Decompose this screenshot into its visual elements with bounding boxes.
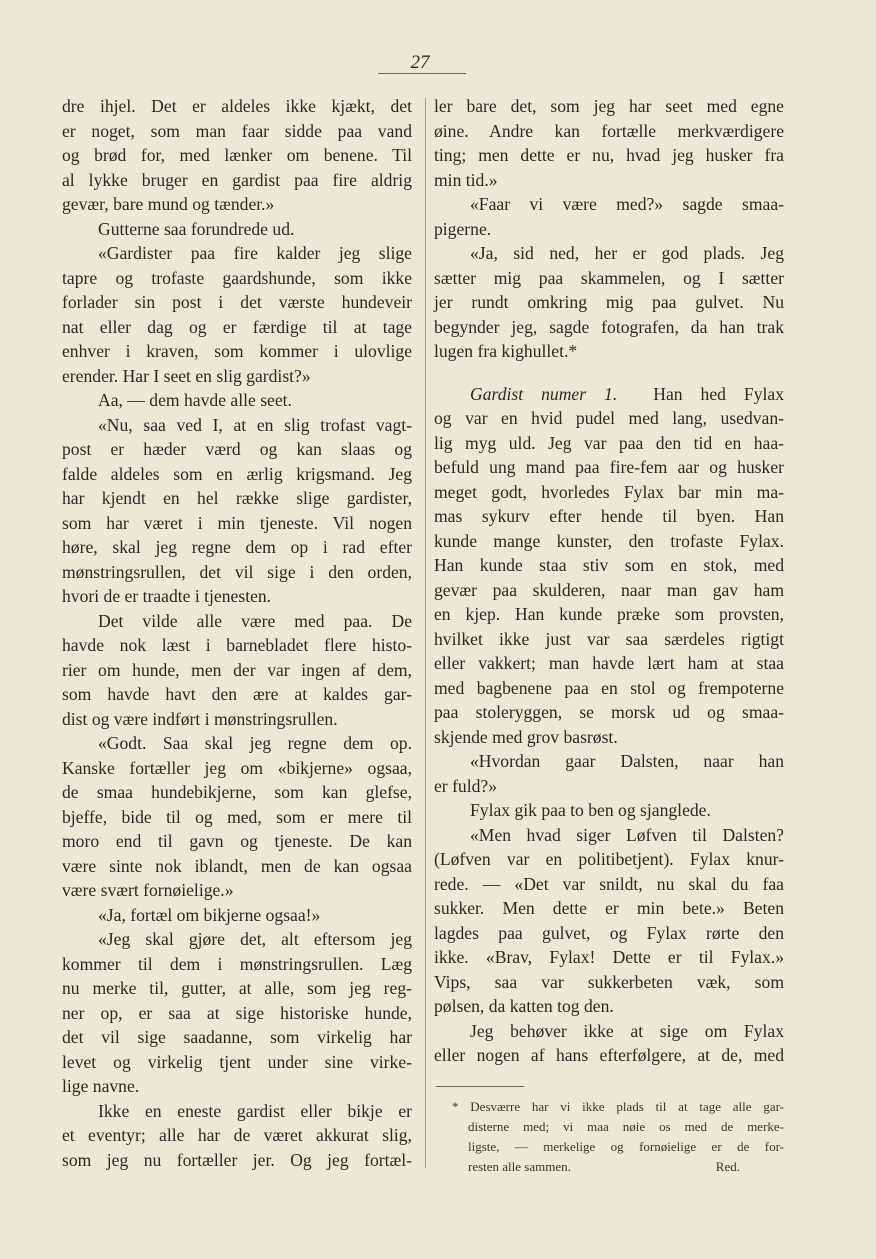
text-line: mønstringsrullen, det vil sige i den orden, bbox=[62, 561, 412, 582]
footnote bbox=[452, 1097, 784, 1177]
text-line: ting; men dette er nu, hvad jeg husker fra bbox=[434, 145, 784, 165]
text-line: havde nok læst i barnebladet flere histo- bbox=[62, 635, 412, 655]
text-line: jer rundt omkring mig paa gulvet. Nu bbox=[434, 292, 784, 312]
text-line: eller nogen af hans efterfølgere, at de, med bbox=[434, 1045, 784, 1065]
text-line: «Hvordan gaar Dalsten, naar han bbox=[470, 751, 784, 771]
text-line: gevær paa skulderen, naar man gav ham bbox=[434, 579, 784, 600]
text-line: Jeg behøver ikke at sige om Fylax bbox=[470, 1020, 784, 1041]
text-line: er fuld?» bbox=[434, 775, 498, 796]
text-line: begynder jeg, sagde fotografen, da han trak bbox=[434, 316, 784, 337]
text-line: ikke. «Brav, Fylax! Dette er til Fylax.» bbox=[434, 947, 784, 967]
footnote-text: resten alle sammen. bbox=[468, 1159, 571, 1174]
text-line: sukker. Men dette er min bete.» Beten bbox=[434, 898, 784, 918]
text-line: høre, skal jeg regne dem op i rad efter bbox=[62, 537, 412, 557]
text-line: være sinte nok iblandt, men de kan ogsaa bbox=[62, 855, 412, 876]
text-line: de smaa hundebikjerne, som kan glefse, bbox=[62, 782, 412, 802]
text-line: bjeffe, bide til og med, som er mere til bbox=[62, 806, 412, 827]
text-line: Ikke en eneste gardist eller bikje er bbox=[98, 1100, 412, 1121]
text-line: hvilket ikke just var saa særdeles rigtigt bbox=[434, 628, 784, 649]
text-line: hvori de er traadte i tjenesten. bbox=[62, 586, 272, 606]
page-number-rule bbox=[378, 73, 466, 74]
section-heading: Gardist numer 1. bbox=[470, 383, 618, 404]
text-line: gevær, bare mund og tænder.» bbox=[62, 194, 275, 214]
text-line: «Faar vi være med?» sagde smaa- bbox=[470, 194, 784, 214]
text-fragment: Han hed Fylax bbox=[653, 383, 784, 404]
text-line: pølsen, da katten tog den. bbox=[434, 996, 614, 1016]
text-line: erender. Har I seet en slig gardist?» bbox=[62, 365, 311, 386]
text-line: lig myg uld. Jeg var paa den tid en haa- bbox=[434, 432, 784, 453]
text-line: en kjep. Han kunde præke som provsten, bbox=[434, 604, 784, 624]
text-line: Gutterne saa forundrede ud. bbox=[98, 218, 295, 239]
text-line: Aa, — dem havde alle seet. bbox=[98, 390, 292, 410]
text-line: skjende med grov basrøst. bbox=[434, 726, 618, 747]
text-line: falde aldeles som en ærlig krigsmand. Jeg bbox=[62, 463, 412, 484]
text-line: post er hæder værd og kan slaas og bbox=[62, 439, 412, 459]
left-column bbox=[62, 94, 412, 1172]
text-line: Kanske fortæller jeg om «bikjerne» ogsaa, bbox=[62, 757, 412, 778]
footnote-line bbox=[452, 1097, 784, 1117]
text-line: meget godt, hvorledes Fylax bar min ma- bbox=[434, 481, 784, 502]
text-line: befuld ung mand paa fire-fem aar og husker bbox=[434, 457, 784, 477]
text-line: rier om hunde, men der var ingen af dem, bbox=[62, 659, 412, 680]
text-line: kommer til dem i mønstringsrullen. Læg bbox=[62, 953, 412, 974]
text-line: levet og virkelig tjent under sine virke- bbox=[62, 1051, 412, 1072]
text-line: et eventyr; alle har de været akkurat slig, bbox=[62, 1125, 412, 1145]
text-line: moro end til gavn og tjeneste. De kan bbox=[62, 831, 412, 851]
text-line: (Løfven var en politibetjent). Fylax knur- bbox=[434, 849, 784, 869]
text-line: øine. Andre kan fortælle merkværdigere bbox=[434, 120, 784, 141]
footnote-text: * Desværre har vi ikke plads til at tage alle gar- bbox=[452, 1099, 784, 1114]
text-line: eller vakkert; man havde lært ham at staa bbox=[434, 653, 784, 673]
page-number: 27 bbox=[410, 52, 430, 73]
footnote-rule bbox=[436, 1086, 524, 1087]
text-line: dre ihjel. Det er aldeles ikke kjækt, det bbox=[62, 96, 412, 116]
text-line: og var en hvid pudel med lang, usedvan- bbox=[434, 408, 784, 428]
text-line: «Jeg skal gjøre det, alt eftersom jeg bbox=[98, 929, 412, 949]
text-line: dist og være indført i mønstringsrullen. bbox=[62, 708, 338, 729]
text-line: som har været i min tjeneste. Vil nogen bbox=[62, 512, 412, 533]
footnote-signature: Red. bbox=[715, 1159, 740, 1174]
text-line: forlader sin post i det værste hundeveir bbox=[62, 292, 412, 312]
text-line: min tid.» bbox=[434, 169, 498, 190]
text-line: «Nu, saa ved I, at en slig trofast vagt- bbox=[98, 414, 412, 435]
text-line: sætter mig paa skammelen, og I sætter bbox=[434, 267, 784, 288]
text-line: Vips, saa var sukkerbeten væk, som bbox=[434, 971, 784, 992]
text-line: og brød for, med lænker om benene. Til bbox=[62, 145, 412, 165]
text-line: mas sykurv efter hende til byen. Han bbox=[434, 506, 784, 526]
footnote-line bbox=[452, 1137, 784, 1157]
text-line: paa stoleryggen, se morsk ud og smaa- bbox=[434, 702, 784, 722]
text-line: lige navne. bbox=[62, 1076, 140, 1096]
text-line: «Godt. Saa skal jeg regne dem op. bbox=[98, 733, 412, 753]
text-line: som havde havt den ære at kaldes gar- bbox=[62, 684, 412, 704]
text-line: tapre og trofaste gaardshunde, som ikke bbox=[62, 267, 412, 288]
text-line: som jeg nu fortæller jer. Og jeg fortæl- bbox=[62, 1149, 412, 1170]
right-column bbox=[434, 94, 784, 1068]
text-line: nat eller dag og er færdige til at tage bbox=[62, 316, 412, 337]
footnote-line bbox=[452, 1157, 784, 1177]
text-line: Det vilde alle være med paa. De bbox=[98, 610, 412, 631]
text-line: er noget, som man faar sidde paa vand bbox=[62, 120, 412, 141]
text-line: al lykke bruger en gardist paa fire aldrig bbox=[62, 169, 412, 190]
text-line: kunde mange kunster, den trofaste Fylax. bbox=[434, 530, 784, 551]
footnote-text: disterne med; vi maa nøie os med de merke- bbox=[468, 1119, 784, 1134]
text-line: Han kunde staa stiv som en stok, med bbox=[434, 555, 784, 575]
text-line: med bagbenene paa en stol og frempoterne bbox=[434, 677, 784, 698]
text-line: ler bare det, som jeg har seet med egne bbox=[434, 96, 784, 116]
column-divider bbox=[425, 98, 426, 1168]
text-line: «Ja, fortæl om bikjerne ogsaa!» bbox=[98, 904, 321, 925]
footnote-text: ligste, — merkelige og fornøielige er de for- bbox=[468, 1139, 784, 1154]
text-line: ner op, er saa at sige historiske hunde, bbox=[62, 1002, 412, 1023]
text-line bbox=[434, 382, 784, 407]
text-line: nu merke til, gutter, at alle, som jeg reg- bbox=[62, 978, 412, 998]
text-line: «Men hvad siger Løfven til Dalsten? bbox=[470, 824, 784, 845]
text-line: Fylax gik paa to ben og sjanglede. bbox=[470, 800, 711, 820]
text-line: enhver i kraven, som kommer i ulovlige bbox=[62, 341, 412, 361]
text-line: lagdes paa gulvet, og Fylax rørte den bbox=[434, 922, 784, 943]
footnote-line bbox=[452, 1117, 784, 1137]
text-line: det vil sige saadanne, som virkelig har bbox=[62, 1027, 412, 1047]
text-line: være svært fornøielige.» bbox=[62, 880, 234, 900]
text-line bbox=[434, 364, 784, 382]
text-line: rede. — «Det var snildt, nu skal du faa bbox=[434, 873, 784, 894]
text-line: lugen fra kighullet.* bbox=[434, 341, 578, 361]
text-line: «Gardister paa fire kalder jeg slige bbox=[98, 243, 412, 263]
text-line: har kjendt en hel række slige gardister, bbox=[62, 488, 412, 508]
text-line: pigerne. bbox=[434, 218, 492, 239]
text-line: «Ja, sid ned, her er god plads. Jeg bbox=[470, 243, 784, 263]
